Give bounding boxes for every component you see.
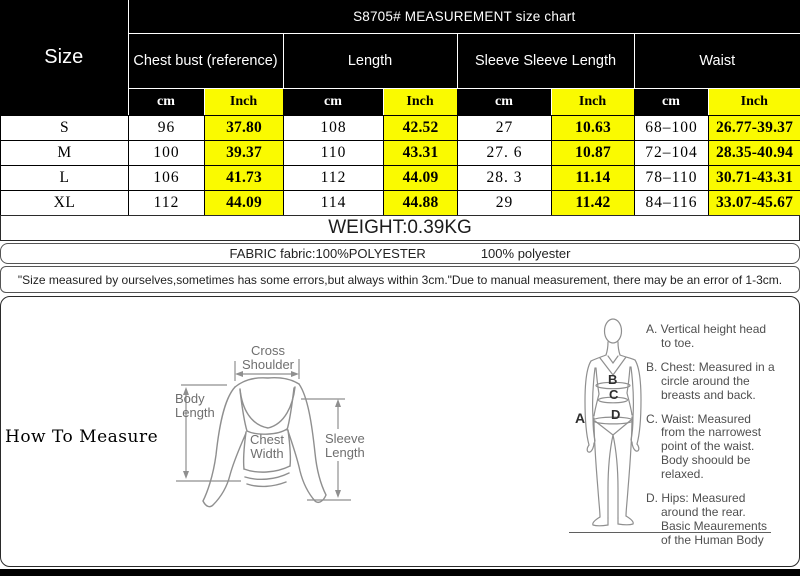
group-header-waist: Waist <box>634 33 800 88</box>
table-cell: 110 <box>284 141 384 166</box>
annotation-line: B. Chest: Measured in a <box>646 359 775 374</box>
human-figure-diagram <box>566 306 656 536</box>
fabric-row <box>0 243 800 264</box>
table-row-xl <box>1 191 800 216</box>
table-cell: 33.07-45.67 <box>709 191 800 216</box>
annotation-line: breasts and back. <box>661 387 756 402</box>
annotation-a <box>646 323 798 351</box>
table-cell: 39.37 <box>205 141 284 166</box>
annotation-c <box>646 413 798 483</box>
annotation-line: relaxed. <box>661 467 704 482</box>
table-cell: 114 <box>284 191 384 216</box>
cross-shoulder-label: Shoulder <box>241 357 295 372</box>
unit-header-cm: cm <box>283 88 383 115</box>
garment-diagram-labels <box>175 343 365 461</box>
sleeve-length-label: Sleeve <box>325 431 365 446</box>
letter-d-label: D <box>611 407 621 422</box>
weight-row <box>0 215 800 241</box>
size-value: L <box>1 166 129 191</box>
annotation-b <box>646 361 798 403</box>
size-value: XL <box>1 191 129 216</box>
figure-ground-line <box>569 532 771 533</box>
table-cell: 112 <box>284 166 384 191</box>
table-row-s <box>1 116 800 141</box>
unit-header-inch: Inch <box>204 88 283 115</box>
table-cell: 11.42 <box>552 191 635 216</box>
table-cell: 72–104 <box>635 141 709 166</box>
chart-title: S8705# MEASUREMENT size chart <box>128 0 800 33</box>
table-cell: 108 <box>284 116 384 141</box>
chest-width-label: Chest <box>250 432 284 447</box>
table-cell: 29 <box>458 191 552 216</box>
garment-measurement-diagram <box>161 297 461 542</box>
unit-header-inch: Inch <box>551 88 634 115</box>
measurement-annotations <box>646 323 798 558</box>
annotation-line: point of the waist. <box>661 439 755 454</box>
size-value: M <box>1 141 129 166</box>
annotation-line: circle around the <box>661 373 750 388</box>
table-cell: 41.73 <box>205 166 284 191</box>
fabric-composition-text: 100% polyester <box>480 246 571 261</box>
size-column-header: Size <box>0 0 128 115</box>
unit-header-cm: cm <box>634 88 708 115</box>
table-cell: 11.14 <box>552 166 635 191</box>
table-cell: 68–100 <box>635 116 709 141</box>
table-cell: 10.87 <box>552 141 635 166</box>
unit-header-inch: Inch <box>383 88 457 115</box>
table-cell: 78–110 <box>635 166 709 191</box>
annotation-line: around the rear. <box>661 504 746 519</box>
table-cell: 26.77-39.37 <box>709 116 800 141</box>
table-row-l <box>1 166 800 191</box>
unit-header-cm: cm <box>457 88 551 115</box>
table-cell: 44.88 <box>384 191 458 216</box>
annotation-line: A. Vertical height head <box>646 322 767 336</box>
unit-header-inch: Inch <box>708 88 800 115</box>
how-to-measure-section <box>0 296 800 567</box>
annotation-line: C. Waist: Measured <box>646 411 751 426</box>
table-cell: 43.31 <box>384 141 458 166</box>
table-cell: 10.63 <box>552 116 635 141</box>
table-cell: 42.52 <box>384 116 458 141</box>
group-header-chest: Chest bust (reference) <box>128 33 283 88</box>
group-header-sleeve: Sleeve Sleeve Length <box>457 33 634 88</box>
size-value: S <box>1 116 129 141</box>
table-row-m <box>1 141 800 166</box>
table-cell: 44.09 <box>384 166 458 191</box>
unit-header-cm: cm <box>128 88 204 115</box>
table-cell: 37.80 <box>205 116 284 141</box>
body-length-label: Length <box>175 405 215 420</box>
annotation-line: from the narrowest <box>661 425 762 440</box>
cross-shoulder-label: Cross <box>251 343 285 358</box>
letter-a-label: A <box>575 410 586 426</box>
table-cell: 27 <box>458 116 552 141</box>
annotation-line: to toe. <box>661 335 695 350</box>
measurement-note-text: "Size measured by ourselves,sometimes has some errors,but always within 3cm."Due to manual measurement, there may be an error of 1-3cm. <box>17 272 783 287</box>
how-to-measure-heading: How To Measure <box>5 427 159 447</box>
table-cell: 27. 6 <box>458 141 552 166</box>
size-chart-data-table <box>0 115 800 216</box>
table-cell: 28. 3 <box>458 166 552 191</box>
human-body-outline-icon <box>585 319 641 526</box>
annotation-line: Body shoould be <box>661 453 751 468</box>
table-cell: 112 <box>129 191 205 216</box>
size-chart-header-table <box>0 0 800 115</box>
bottom-black-bar <box>0 569 800 576</box>
annotation-line: D. Hips: Measured <box>646 491 746 506</box>
fabric-text: FABRIC fabric:100%POLYESTER <box>229 246 426 261</box>
sleeve-length-label: Length <box>325 445 365 460</box>
table-cell: 28.35-40.94 <box>709 141 800 166</box>
annotation-line: of the Human Body <box>661 532 764 547</box>
table-cell: 96 <box>129 116 205 141</box>
annotation-d <box>646 492 798 548</box>
table-cell: 84–116 <box>635 191 709 216</box>
weight-text: WEIGHT:0.39KG <box>328 217 472 238</box>
body-length-label: Body <box>175 391 205 406</box>
table-cell: 30.71-43.31 <box>709 166 800 191</box>
table-cell: 100 <box>129 141 205 166</box>
letter-b-label: B <box>608 372 618 387</box>
letter-c-label: C <box>609 387 619 402</box>
table-cell: 106 <box>129 166 205 191</box>
measurement-note-row <box>0 266 800 293</box>
annotation-line: Basic Meaurements <box>661 518 768 533</box>
group-header-length: Length <box>283 33 457 88</box>
table-cell: 44.09 <box>205 191 284 216</box>
chest-width-label: Width <box>250 446 284 461</box>
